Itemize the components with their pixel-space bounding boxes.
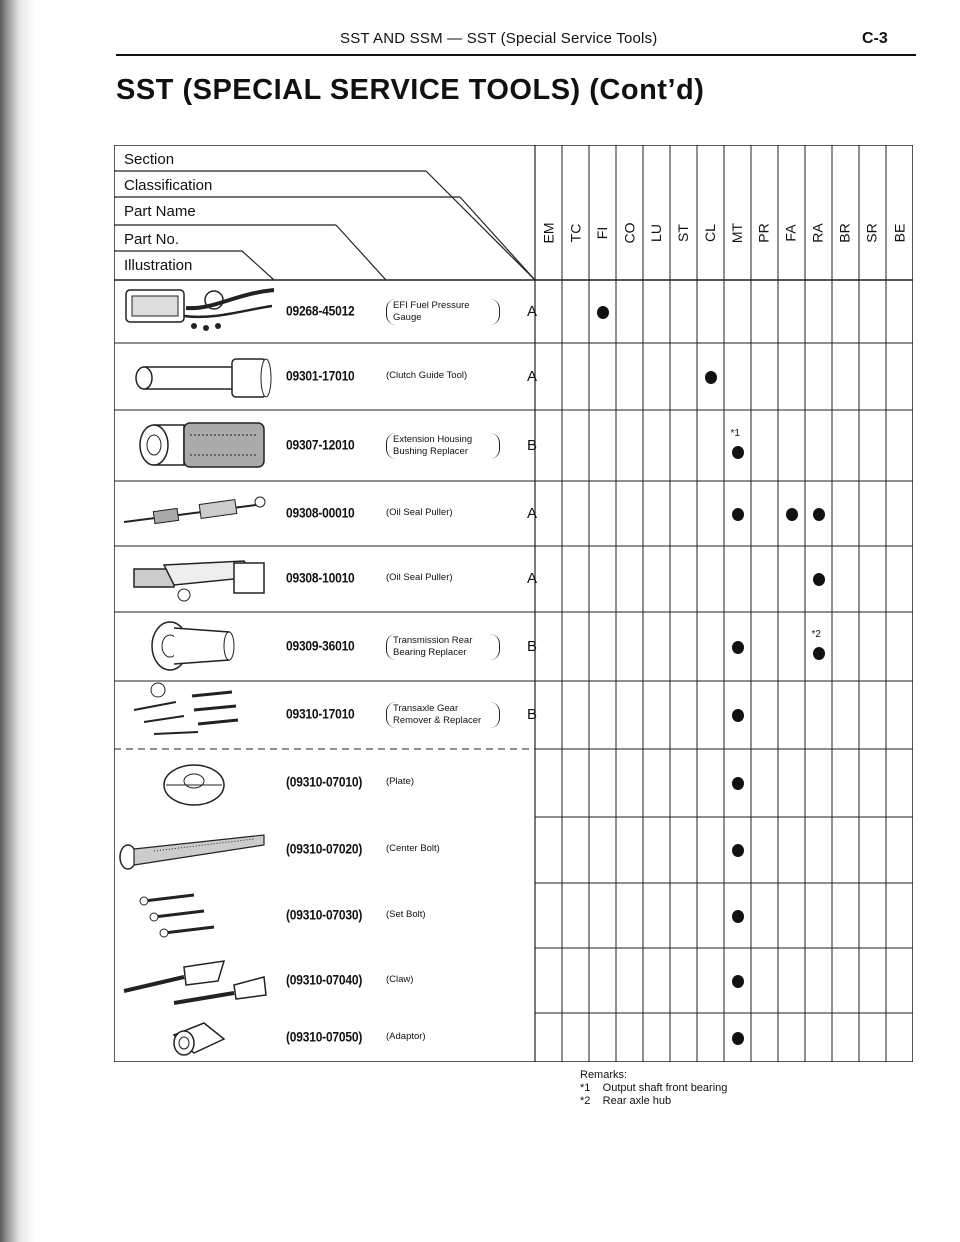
part-name-line: Extension Housing [393, 433, 473, 445]
classification: A [526, 367, 537, 385]
applicability-dot-mt [732, 709, 744, 722]
part-number: 09308-00010 [286, 504, 355, 521]
column-header-label: RA [809, 223, 826, 243]
oil-seal-puller-clamp-illustration [114, 555, 274, 607]
part-number: (09310-07040) [286, 971, 363, 988]
applicability-dot-mt [732, 508, 744, 521]
part-number: 09309-36010 [286, 637, 355, 654]
column-header-label: PR [755, 223, 772, 243]
set-bolt-illustration [114, 887, 274, 943]
part-name-line: Bushing Replacer [393, 445, 468, 457]
extension-housing-bushing-replacer-illustration [114, 417, 274, 473]
applicability-dot-fa [786, 508, 798, 521]
classification: B [526, 637, 537, 655]
part-name [386, 909, 504, 921]
column-header-co [616, 203, 642, 263]
part-name-line: Transmission Rear [393, 634, 473, 646]
claw-illustration [114, 951, 274, 1011]
running-header: SST AND SSM — SST (Special Service Tools) [340, 30, 658, 47]
column-header-label: MT [729, 222, 745, 244]
page-number: C-3 [862, 30, 888, 47]
applicability-dot-mt [732, 844, 744, 857]
column-header-br [832, 203, 858, 263]
classification: B [526, 436, 537, 454]
column-header-em [535, 203, 561, 263]
clutch-guide-tool-illustration [114, 353, 274, 405]
classification: A [526, 570, 537, 587]
part-name [386, 572, 504, 584]
part-name [386, 843, 504, 855]
column-header-st [670, 203, 696, 263]
part-name-line: EFI Fuel Pressure [393, 299, 470, 311]
part-name [386, 776, 504, 788]
oil-seal-puller-illustration [114, 490, 274, 536]
applicability-dot-mt [732, 641, 744, 654]
remarks [580, 1069, 727, 1108]
part-number: 09308-10010 [286, 569, 355, 587]
part-name [386, 299, 500, 325]
applicability-dot-mt [732, 975, 744, 988]
part-name [386, 702, 500, 728]
column-header-ra [805, 203, 831, 263]
column-header-sr [859, 203, 885, 263]
classification: A [526, 504, 537, 522]
remark-reference: *1 [730, 427, 740, 439]
part-name [386, 370, 504, 382]
part-name-line: (Oil Seal Puller) [386, 572, 453, 583]
part-name [386, 1031, 504, 1043]
part-number: 09310-17010 [286, 705, 355, 723]
header-rule [116, 54, 916, 56]
remark-text: Rear axle hub [602, 1095, 672, 1107]
applicability-dot-mt [732, 910, 744, 923]
column-header-be [886, 203, 912, 263]
part-name-line: Transaxle Gear [393, 703, 459, 714]
remark-text: Output shaft front bearing [602, 1082, 728, 1094]
sst-table [114, 145, 913, 1062]
part-name-line: (Oil Seal Puller) [386, 506, 453, 518]
column-header-pr [751, 203, 777, 263]
column-header-tc [562, 203, 588, 263]
applicability-dot-mt [732, 446, 744, 459]
column-header-label: BR [836, 223, 853, 243]
adaptor-illustration [114, 1015, 274, 1059]
page-title: SST (SPECIAL SERVICE TOOLS) (Cont’d) [116, 74, 705, 106]
part-name-line: (Clutch Guide Tool) [386, 369, 468, 381]
part-name-line: (Plate) [386, 776, 414, 787]
remark-mark: *2 [580, 1095, 591, 1107]
part-name [386, 507, 504, 519]
header-label-illustration: Illustration [124, 257, 193, 274]
applicability-dot-cl [705, 371, 717, 384]
column-header-label: FA [783, 224, 799, 242]
column-header-label: LU [648, 224, 664, 242]
transaxle-gear-remover-replacer-illustration [114, 680, 274, 744]
column-header-label: FI [593, 226, 610, 240]
center-bolt-illustration [114, 825, 274, 875]
applicability-dot-ra [813, 647, 825, 660]
column-header-label: CO [621, 222, 637, 244]
column-header-fa [778, 203, 804, 263]
remark-item [580, 1082, 727, 1095]
remark-reference: *2 [811, 628, 821, 640]
part-number: (09310-07010) [286, 773, 363, 791]
applicability-dot-fi [597, 306, 609, 319]
classification: B [526, 706, 537, 723]
part-name [386, 433, 500, 459]
header-label-classification: Classification [124, 177, 213, 194]
part-name-line: Gauge [393, 311, 422, 323]
column-header-cl [697, 203, 723, 263]
transmission-rear-bearing-replacer-illustration [114, 618, 274, 674]
column-header-label: BE [891, 223, 907, 243]
part-name [386, 974, 504, 986]
part-number: 09268-45012 [286, 302, 355, 319]
applicability-dot-mt [732, 1032, 744, 1045]
part-name [386, 634, 500, 660]
column-header-mt [724, 203, 750, 263]
part-number: (09310-07030) [286, 906, 363, 923]
fuel-pressure-gauge-kit-illustration [114, 280, 274, 336]
column-header-fi [589, 203, 615, 263]
part-name-line: (Adaptor) [386, 1030, 426, 1042]
plate-illustration [114, 755, 274, 811]
column-header-label: EM [540, 222, 556, 244]
column-header-label: TC [566, 223, 583, 243]
page-spine-shadow [0, 0, 36, 1242]
column-header-label: CL [702, 224, 718, 242]
part-number: (09310-07050) [286, 1028, 363, 1045]
remarks-title: Remarks: [580, 1069, 628, 1081]
part-name-line: (Claw) [386, 973, 414, 985]
applicability-dot-ra [813, 573, 825, 586]
part-name-line: Bearing Replacer [393, 646, 467, 658]
part-name-line: (Center Bolt) [386, 843, 440, 854]
column-header-label: SR [863, 223, 880, 243]
header-label-part-no: Part No. [124, 231, 180, 248]
part-number: (09310-07020) [286, 840, 363, 858]
remark-item [580, 1095, 727, 1108]
classification: A [526, 302, 537, 320]
part-name-line: (Set Bolt) [386, 908, 426, 920]
part-name-line: Remover & Replacer [393, 715, 482, 726]
part-number: 09301-17010 [286, 367, 355, 384]
header-label-section: Section [124, 151, 175, 168]
header-label-part-name: Part Name [124, 203, 196, 220]
part-number: 09307-12010 [286, 436, 355, 453]
remark-mark: *1 [580, 1082, 591, 1094]
column-header-label: ST [674, 224, 691, 242]
applicability-dot-ra [813, 508, 825, 521]
column-header-lu [643, 203, 669, 263]
applicability-dot-mt [732, 777, 744, 790]
